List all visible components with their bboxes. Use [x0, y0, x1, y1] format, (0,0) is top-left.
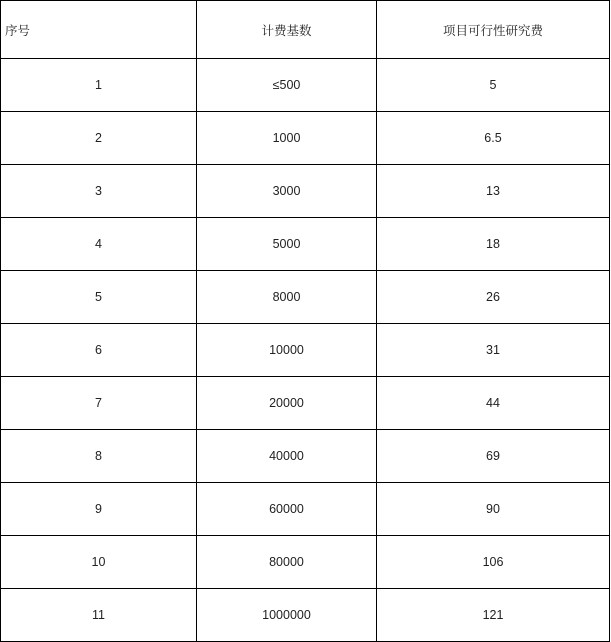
table-row — [1, 218, 610, 271]
cell-base: 5000 — [197, 218, 377, 271]
cell-fee: 69 — [377, 430, 610, 483]
column-header-index: 序号 — [1, 1, 197, 59]
cell-index: 6 — [1, 324, 197, 377]
cell-index: 5 — [1, 271, 197, 324]
cell-fee: 106 — [377, 536, 610, 589]
cell-base: 1000000 — [197, 589, 377, 642]
cell-fee: 18 — [377, 218, 610, 271]
column-header-base: 计费基数 — [197, 1, 377, 59]
cell-index: 9 — [1, 483, 197, 536]
table-row — [1, 589, 610, 642]
cell-index: 4 — [1, 218, 197, 271]
cell-index: 3 — [1, 165, 197, 218]
cell-fee: 90 — [377, 483, 610, 536]
cell-base: ≤500 — [197, 59, 377, 112]
cell-base: 20000 — [197, 377, 377, 430]
cell-fee: 5 — [377, 59, 610, 112]
cell-index: 11 — [1, 589, 197, 642]
cell-base: 3000 — [197, 165, 377, 218]
cell-fee: 31 — [377, 324, 610, 377]
cell-index: 7 — [1, 377, 197, 430]
cell-base: 80000 — [197, 536, 377, 589]
cell-base: 8000 — [197, 271, 377, 324]
cell-base: 10000 — [197, 324, 377, 377]
table-row — [1, 112, 610, 165]
cell-index: 10 — [1, 536, 197, 589]
cell-index: 8 — [1, 430, 197, 483]
cell-fee: 13 — [377, 165, 610, 218]
cell-base: 40000 — [197, 430, 377, 483]
cell-fee: 121 — [377, 589, 610, 642]
table-row — [1, 59, 610, 112]
cell-fee: 44 — [377, 377, 610, 430]
cell-base: 60000 — [197, 483, 377, 536]
cell-base: 1000 — [197, 112, 377, 165]
table-row — [1, 165, 610, 218]
table-row — [1, 377, 610, 430]
table-header-row — [1, 1, 610, 59]
cell-index: 1 — [1, 59, 197, 112]
table-row — [1, 483, 610, 536]
table-row — [1, 324, 610, 377]
table-row — [1, 271, 610, 324]
cell-index: 2 — [1, 112, 197, 165]
column-header-fee: 项目可行性研究费 — [377, 1, 610, 59]
table-row — [1, 536, 610, 589]
cell-fee: 6.5 — [377, 112, 610, 165]
cell-fee: 26 — [377, 271, 610, 324]
table-row — [1, 430, 610, 483]
